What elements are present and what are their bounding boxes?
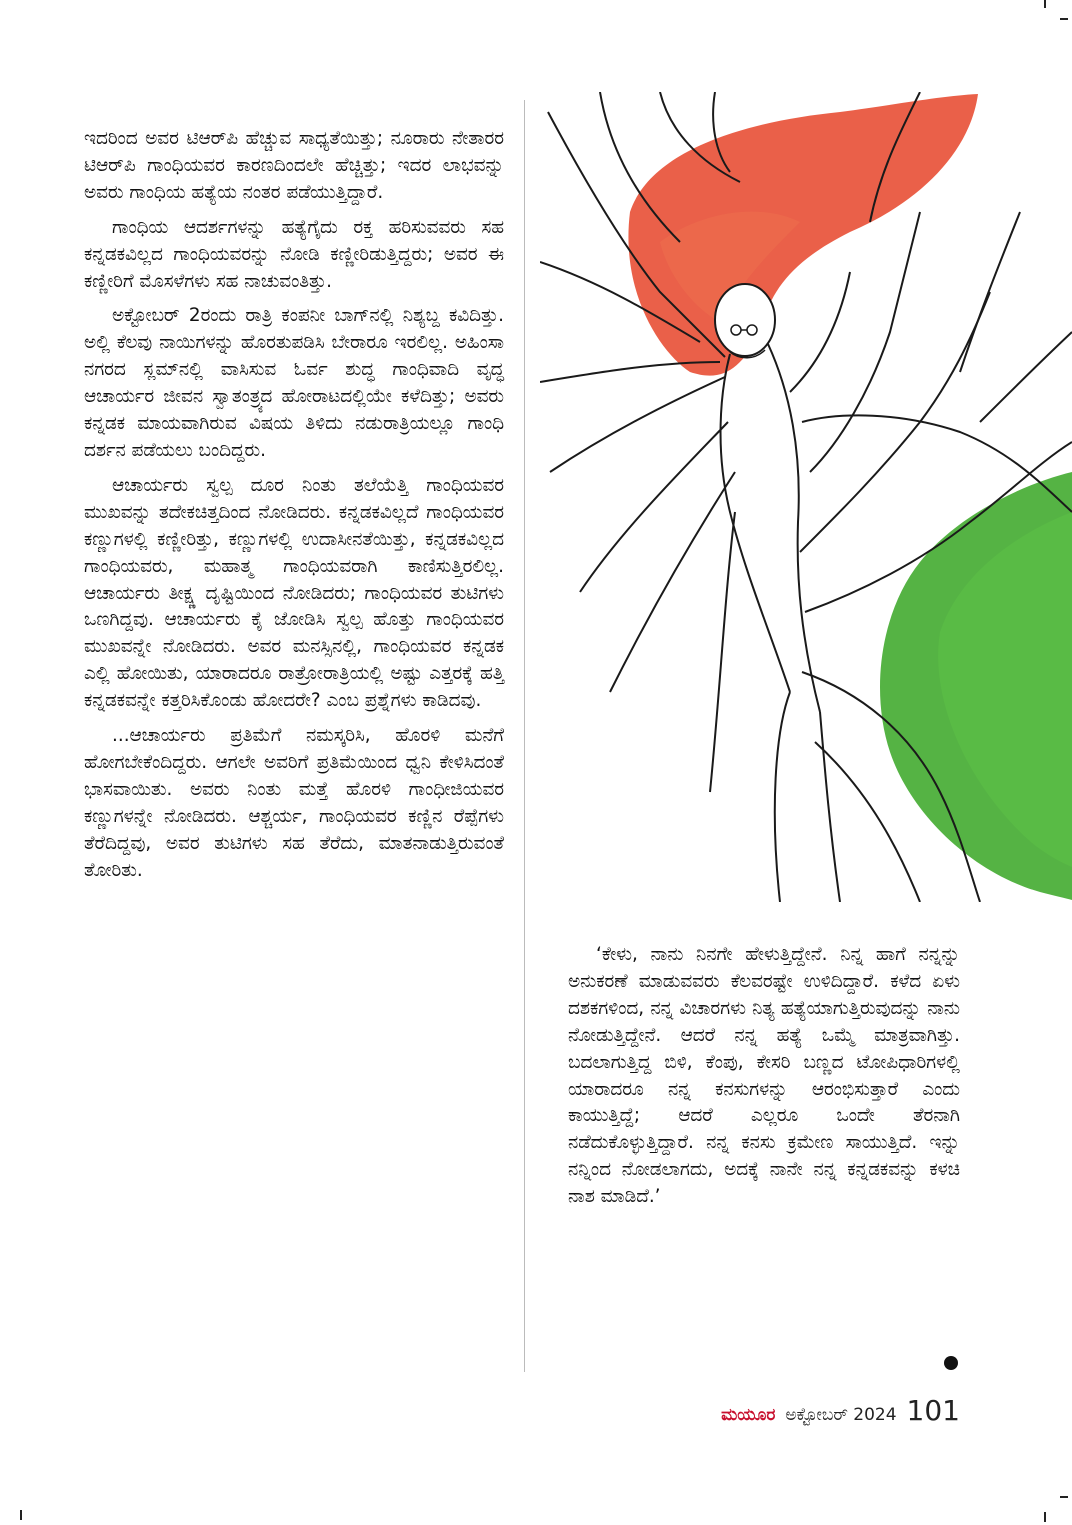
end-of-article-dot-icon <box>944 1356 958 1370</box>
column-divider <box>524 100 525 1372</box>
article-paragraph: ಆಚಾರ್ಯರು ಸ್ವಲ್ಪ ದೂರ ನಿಂತು ತಲೆಯೆತ್ತಿ ಗಾಂಧಿಯವರ ಮುಖವನ್ನು ತದೇಕಚಿತ್ತದಿಂದ ನೋಡಿದರು. ಕನ್ನಡಕವಿಲ್ಲದೆ ಗಾಂಧಿಯವರ ಕಣ್ಣುಗಳಲ್ಲಿ ಕಣ್ಣೀರಿತ್ತು, ಕಣ್ಣುಗಳಲ್ಲಿ ಉದಾಸೀನತೆಯಿತ್ತು, ಕನ್ನಡಕವಿಲ್ಲದ ಗಾಂಧಿಯವರು, ಮಹಾತ್ಮ ಗಾಂಧಿಯವರಾಗಿ ಕಾಣಿಸುತ್ತಿರಲಿಲ್ಲ. ಆಚಾರ್ಯರು ತೀಕ್ಷ್ಣ ದೃಷ್ಟಿಯಿಂದ ನೋಡಿದರು; ಗಾಂಧಿಯವರ ತುಟಿಗಳು ಒಣಗಿದ್ದವು. ಆಚಾರ್ಯರು ಕೈ ಜೋಡಿಸಿ ಸ್ವಲ್ಪ ಹೊತ್ತು ಗಾಂಧಿಯವರ ಮುಖವನ್ನೇ ನೋಡಿದರು. ಅವರ ಮನಸ್ಸಿನಲ್ಲಿ, ಗಾಂಧಿಯವರ ಕನ್ನಡಕ ಎಲ್ಲಿ ಹೋಯಿತು, ಯಾರಾದರೂ ರಾತ್ರೋರಾತ್ರಿಯಲ್ಲಿ ಅಷ್ಟು ಎತ್ತರಕ್ಕೆ ಹತ್ತಿ ಕನ್ನಡಕವನ್ನೇ ಕತ್ತರಿಸಿಕೊಂಡು ಹೋದರೇ? ಎಂಬ ಪ್ರಶ್ನೆಗಳು ಕಾಡಿದವು. <box>84 474 504 712</box>
crop-mark <box>1060 1496 1068 1498</box>
article-paragraph: ಇದರಿಂದ ಅವರ ಟಿಆರ್‌ಪಿ ಹೆಚ್ಚುವ ಸಾಧ್ಯತೆಯಿತ್ತು; ನೂರಾರು ನೇತಾರರ ಟಿಆರ್‌ಪಿ ಗಾಂಧಿಯವರ ಕಾರಣದಿಂದಲೇ ಹೆಚ್ಚಿತ್ತು; ಇದರ ಲಾಭವನ್ನು ಅವರು ಗಾಂಧಿಯ ಹತ್ಯೆಯ ನಂತರ ಪಡೆಯುತ್ತಿದ್ದಾರೆ. <box>84 128 504 203</box>
page-footer <box>721 1394 960 1434</box>
article-paragraph: ...ಆಚಾರ್ಯರು ಪ್ರತಿಮೆಗೆ ನಮಸ್ಕರಿಸಿ, ಹೊರಳಿ ಮನೆಗೆ ಹೋಗಬೇಕೆಂದಿದ್ದರು. ಆಗಲೇ ಅವರಿಗೆ ಪ್ರತಿಮೆಯಿಂದ ಧ್ವನಿ ಕೇಳಿಸಿದಂತೆ ಭಾಸವಾಯಿತು. ಅವರು ನಿಂತು ಮತ್ತೆ ಹೊರಳಿ ಗಾಂಧೀಜಿಯವರ ಕಣ್ಣುಗಳನ್ನೇ ನೋಡಿದರು. ಆಶ್ಚರ್ಯ, ಗಾಂಧಿಯವರ ಕಣ್ಣಿನ ರೆಪ್ಪೆಗಳು ತೆರೆದಿದ್ದವು, ಅವರ ತುಟಿಗಳು ಸಹ ತೆರೆದು, ಮಾತನಾಡುತ್ತಿರುವಂತೆ ತೋರಿತು. <box>84 725 504 881</box>
article-paragraph: ಅಕ್ಟೋಬರ್ 2ರಂದು ರಾತ್ರಿ ಕಂಪನೀ ಬಾಗ್‌ನಲ್ಲಿ ನಿಶ್ಯಬ್ದ ಕವಿದಿತ್ತು. ಅಲ್ಲಿ ಕೆಲವು ನಾಯಿಗಳನ್ನು ಹೊರತುಪಡಿಸಿ ಬೇರಾರೂ ಇರಲಿಲ್ಲ. ಅಹಿಂಸಾ ನಗರದ ಸ್ಲಮ್‌ನಲ್ಲಿ ವಾಸಿಸುವ ಓರ್ವ ಶುದ್ಧ ಗಾಂಧಿವಾದಿ ವೃದ್ಧ ಆಚಾರ್ಯರ ಜೀವನ ಸ್ವಾತಂತ್ರ್ಯದ ಹೋರಾಟದಲ್ಲಿಯೇ ಕಳೆದಿತ್ತು; ಅವರು ಕನ್ನಡಕ ಮಾಯವಾಗಿರುವ ವಿಷಯ ತಿಳಿದು ನಡುರಾತ್ರಿಯಲ್ಲೂ ಗಾಂಧಿ ದರ್ಶನ ಪಡೆಯಲು ಬಂದಿದ್ದರು. <box>84 305 504 461</box>
article-right-column <box>568 942 960 1219</box>
crop-mark <box>20 1510 22 1520</box>
article-paragraph: ಗಾಂಧಿಯ ಆದರ್ಶಗಳನ್ನು ಹತ್ಯೆಗೈದು ರಕ್ತ ಹರಿಸುವವರು ಸಹ ಕನ್ನಡಕವಿಲ್ಲದ ಗಾಂಧಿಯವರನ್ನು ನೋಡಿ ಕಣ್ಣೀರಿಡುತ್ತಿದ್ದರು; ಅವರ ಈ ಕಣ್ಣೀರಿಗೆ ಮೊಸಳೆಗಳು ಸಹ ನಾಚುವಂತಿತ್ತು. <box>84 216 504 292</box>
magazine-name: ಮಯೂರ <box>721 1405 776 1425</box>
article-paragraph: ‘ಕೇಳು, ನಾನು ನಿನಗೇ ಹೇಳುತ್ತಿದ್ದೇನೆ. ನಿನ್ನ ಹಾಗೆ ನನ್ನನ್ನು ಅನುಕರಣೆ ಮಾಡುವವರು ಕೆಲವರಷ್ಟೇ ಉಳಿದಿದ್ದಾರೆ. ಕಳೆದ ಏಳು ದಶಕಗಳಿಂದ, ನನ್ನ ವಿಚಾರಗಳು ನಿತ್ಯ ಹತ್ಯೆಯಾಗುತ್ತಿರುವುದನ್ನು ನಾನು ನೋಡುತ್ತಿದ್ದೇನೆ. ಆದರೆ ನನ್ನ ಹತ್ಯೆ ಒಮ್ಮೆ ಮಾತ್ರವಾಗಿತ್ತು. ಬದಲಾಗುತ್ತಿದ್ದ ಬಿಳಿ, ಕೆಂಪು, ಕೇಸರಿ ಬಣ್ಣದ ಟೋಪಿಧಾರಿಗಳಲ್ಲಿ ಯಾರಾದರೂ ನನ್ನ ಕನಸುಗಳನ್ನು ಆರಂಭಿಸುತ್ತಾರೆ ಎಂದು ಕಾಯುತ್ತಿದ್ದೆ; ಆದರೆ ಎಲ್ಲರೂ ಒಂದೇ ತೆರನಾಗಿ ನಡೆದುಕೊಳ್ಳುತ್ತಿದ್ದಾರೆ. ನನ್ನ ಕನಸು ಕ್ರಮೇಣ ಸಾಯುತ್ತಿದೆ. ಇನ್ನು ನನ್ನಿಂದ ನೋಡಲಾಗದು, ಅದಕ್ಕೆ ನಾನೇ ನನ್ನ ಕನ್ನಡಕವನ್ನು ಕಳಚಿ ನಾಶ ಮಾಡಿದೆ.’ <box>568 944 960 1208</box>
article-left-column <box>84 126 504 892</box>
crop-mark <box>1044 0 1046 8</box>
gandhi-illustration-icon <box>540 92 1072 902</box>
issue-date: ಅಕ್ಟೋಬರ್ 2024 <box>785 1405 897 1425</box>
crop-mark <box>1044 1512 1046 1522</box>
crop-mark <box>1060 18 1068 20</box>
page-number: 101 <box>906 1394 960 1427</box>
